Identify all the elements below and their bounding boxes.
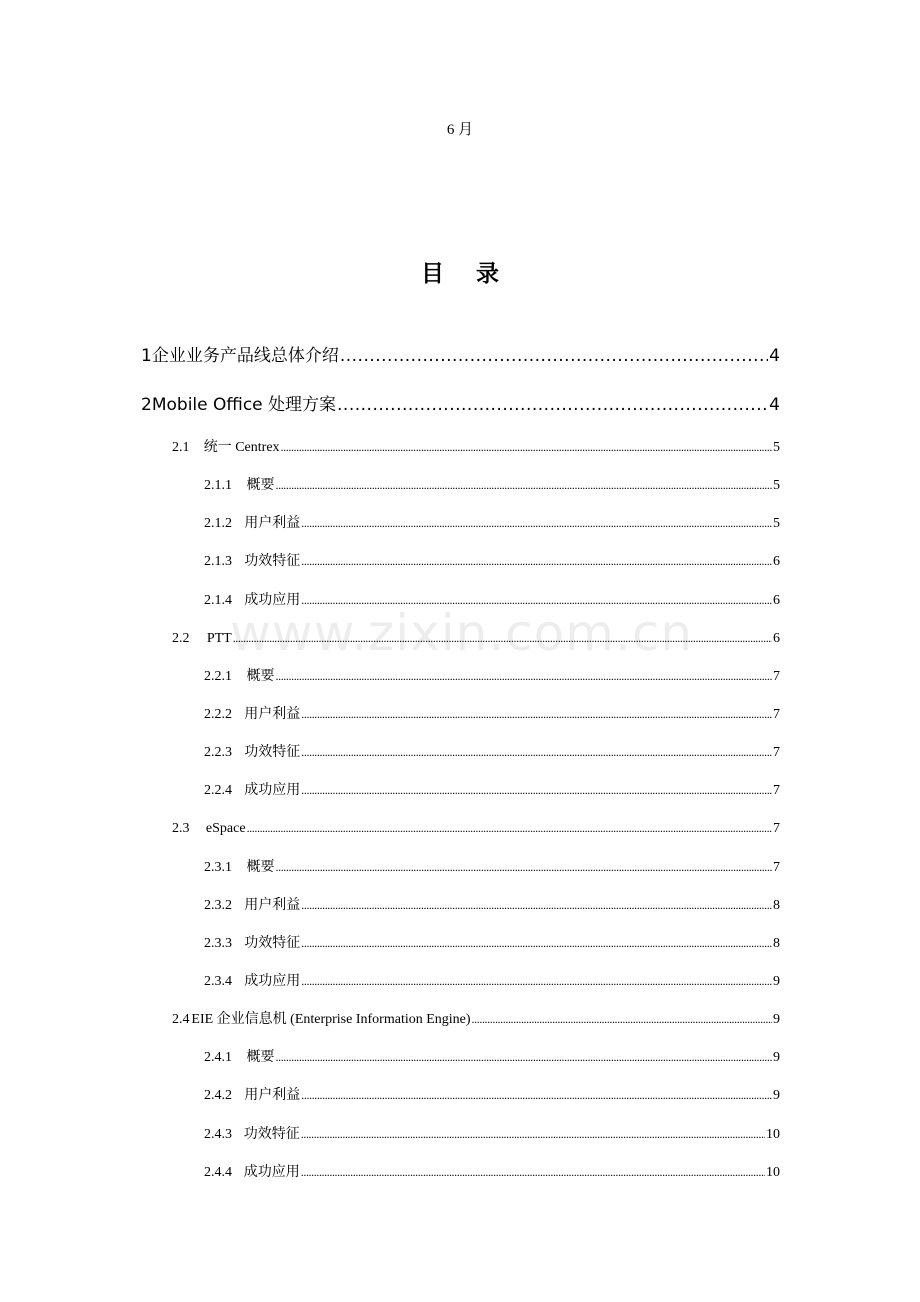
- toc-entry-label: 成功应用: [243, 1165, 300, 1180]
- toc-entry-number: 2.1.4: [204, 593, 232, 608]
- toc-entry-page: 10: [766, 1165, 780, 1180]
- toc-entry-number: 2.2.1: [204, 669, 232, 684]
- toc-entry[interactable]: [141, 393, 780, 417]
- toc-entry-label: 概要: [246, 669, 275, 684]
- dot-leader: [301, 1162, 765, 1182]
- toc-entry[interactable]: [204, 1047, 780, 1068]
- toc-entry[interactable]: [204, 857, 780, 878]
- toc-entry[interactable]: [204, 1124, 780, 1145]
- toc-entry-page: 6: [773, 631, 780, 646]
- dot-leader: [472, 1009, 772, 1029]
- dot-leader: [276, 666, 773, 686]
- toc-entry-number: 2.3.4: [204, 974, 232, 989]
- toc-entry-page: 4: [769, 346, 780, 366]
- dot-leader: [301, 895, 772, 915]
- toc-entry-label: 成功应用: [244, 974, 301, 989]
- toc-entry-label: 用户利益: [244, 707, 301, 722]
- toc-entry-number: 2.1.1: [204, 478, 232, 493]
- toc-entry-label: 用户利益: [244, 516, 301, 531]
- toc-entry-label: PTT: [206, 631, 232, 646]
- dot-leader: [301, 742, 772, 762]
- toc-entry[interactable]: [204, 704, 780, 725]
- dot-leader: [301, 551, 772, 571]
- toc-entry-label: 成功应用: [244, 783, 301, 798]
- toc-entry-number: 2.2.3: [204, 745, 232, 760]
- toc-entry[interactable]: [172, 437, 780, 458]
- toc-entry-page: 10: [766, 1127, 780, 1142]
- toc-entry-page: 9: [773, 1012, 780, 1027]
- toc-entry-page: 4: [769, 395, 780, 415]
- toc-entry-page: 5: [773, 478, 780, 493]
- toc-entry-label: 成功应用: [244, 593, 301, 608]
- toc-entry[interactable]: [204, 1162, 780, 1183]
- toc-entry[interactable]: [204, 666, 780, 687]
- toc-entry-number: 2.1.3: [204, 554, 232, 569]
- dot-leader: [281, 437, 772, 457]
- toc-entry-page: 9: [773, 974, 780, 989]
- dot-leader: [301, 513, 772, 533]
- toc-entry[interactable]: [204, 933, 780, 954]
- toc-entry-number: 2.4.1: [204, 1050, 232, 1065]
- toc-entry[interactable]: [204, 742, 780, 763]
- dot-leader: [301, 704, 772, 724]
- toc-entry-number: 2: [141, 395, 152, 415]
- toc-entry-number: 2.1: [172, 440, 190, 455]
- toc-entry[interactable]: [141, 344, 780, 368]
- dot-leader: [301, 780, 772, 800]
- toc-entry-page: 7: [773, 707, 780, 722]
- toc-entry-label: 用户利益: [244, 898, 301, 913]
- toc-entry-number: 2.2: [172, 631, 190, 646]
- toc-entry-number: 2.3.1: [204, 860, 232, 875]
- toc-entry-page: 9: [773, 1050, 780, 1065]
- toc-entry-page: 7: [773, 745, 780, 760]
- toc-entry[interactable]: [172, 1009, 780, 1030]
- toc-entry-label: eSpace: [205, 821, 246, 836]
- dot-leader: [301, 1124, 765, 1144]
- toc-entry[interactable]: [204, 780, 780, 801]
- toc-entry-label: Mobile Office 处理方案: [151, 395, 337, 415]
- toc-entry-label: 统一 Centrex: [203, 440, 280, 455]
- toc-entry[interactable]: [204, 513, 780, 534]
- dot-leader: [337, 393, 768, 417]
- toc-entry-label: 功效特征: [244, 936, 301, 951]
- watermark: www.zixin.com.cn: [230, 604, 694, 662]
- toc-entry[interactable]: [204, 971, 780, 992]
- toc-entry-page: 6: [773, 554, 780, 569]
- dot-leader: [276, 475, 773, 495]
- toc-entry-number: 2.1.2: [204, 516, 232, 531]
- dot-leader: [276, 857, 773, 877]
- toc-entry-page: 7: [773, 860, 780, 875]
- dot-leader: [301, 1085, 772, 1105]
- toc-entry[interactable]: [172, 818, 780, 839]
- toc-entry-page: 8: [773, 936, 780, 951]
- toc-entry-label: 功效特征: [243, 1127, 300, 1142]
- dot-leader: [301, 933, 772, 953]
- dot-leader: [276, 1047, 773, 1067]
- toc-entry[interactable]: [204, 1085, 780, 1106]
- toc-entry[interactable]: [204, 551, 780, 572]
- toc-entry-number: 2.3.2: [204, 898, 232, 913]
- toc-entry-number: 1: [141, 346, 152, 366]
- toc-entry-label: 用户利益: [244, 1088, 301, 1103]
- toc-entry[interactable]: [204, 475, 780, 496]
- toc-entry-label: EIE 企业信息机 (Enterprise Information Engine): [191, 1012, 471, 1027]
- toc-entry-page: 7: [773, 783, 780, 798]
- toc-entry[interactable]: [204, 895, 780, 916]
- toc-entry-page: 5: [773, 516, 780, 531]
- dot-leader: [247, 818, 772, 838]
- toc-entry-number: 2.4.3: [204, 1127, 232, 1142]
- toc-entry-number: 2.4.4: [204, 1165, 232, 1180]
- toc-entry-page: 8: [773, 898, 780, 913]
- toc-entry-page: 7: [773, 669, 780, 684]
- toc-title: 目 录: [420, 261, 511, 287]
- toc-entry-label: 企业业务产品线总体介绍: [151, 346, 339, 366]
- toc-entry-label: 功效特征: [244, 554, 301, 569]
- toc-entry-number: 2.3.3: [204, 936, 232, 951]
- toc-entry-page: 5: [773, 440, 780, 455]
- toc-entry-number: 2.2.4: [204, 783, 232, 798]
- dot-leader: [301, 971, 772, 991]
- toc-entry-page: 7: [773, 821, 780, 836]
- toc-entry-page: 6: [773, 593, 780, 608]
- toc-entry-page: 9: [773, 1088, 780, 1103]
- toc-entry-number: 2.3: [172, 821, 190, 836]
- toc-entry-label: 概要: [246, 860, 275, 875]
- toc-entry-number: 2.4: [172, 1012, 190, 1027]
- header-month: 6 月: [446, 122, 474, 138]
- toc-entry-number: 2.2.2: [204, 707, 232, 722]
- dot-leader: [340, 344, 768, 368]
- toc-entry-label: 概要: [246, 1050, 275, 1065]
- toc-entry-number: 2.4.2: [204, 1088, 232, 1103]
- toc-entry-label: 概要: [246, 478, 275, 493]
- toc-entry-label: 功效特征: [244, 745, 301, 760]
